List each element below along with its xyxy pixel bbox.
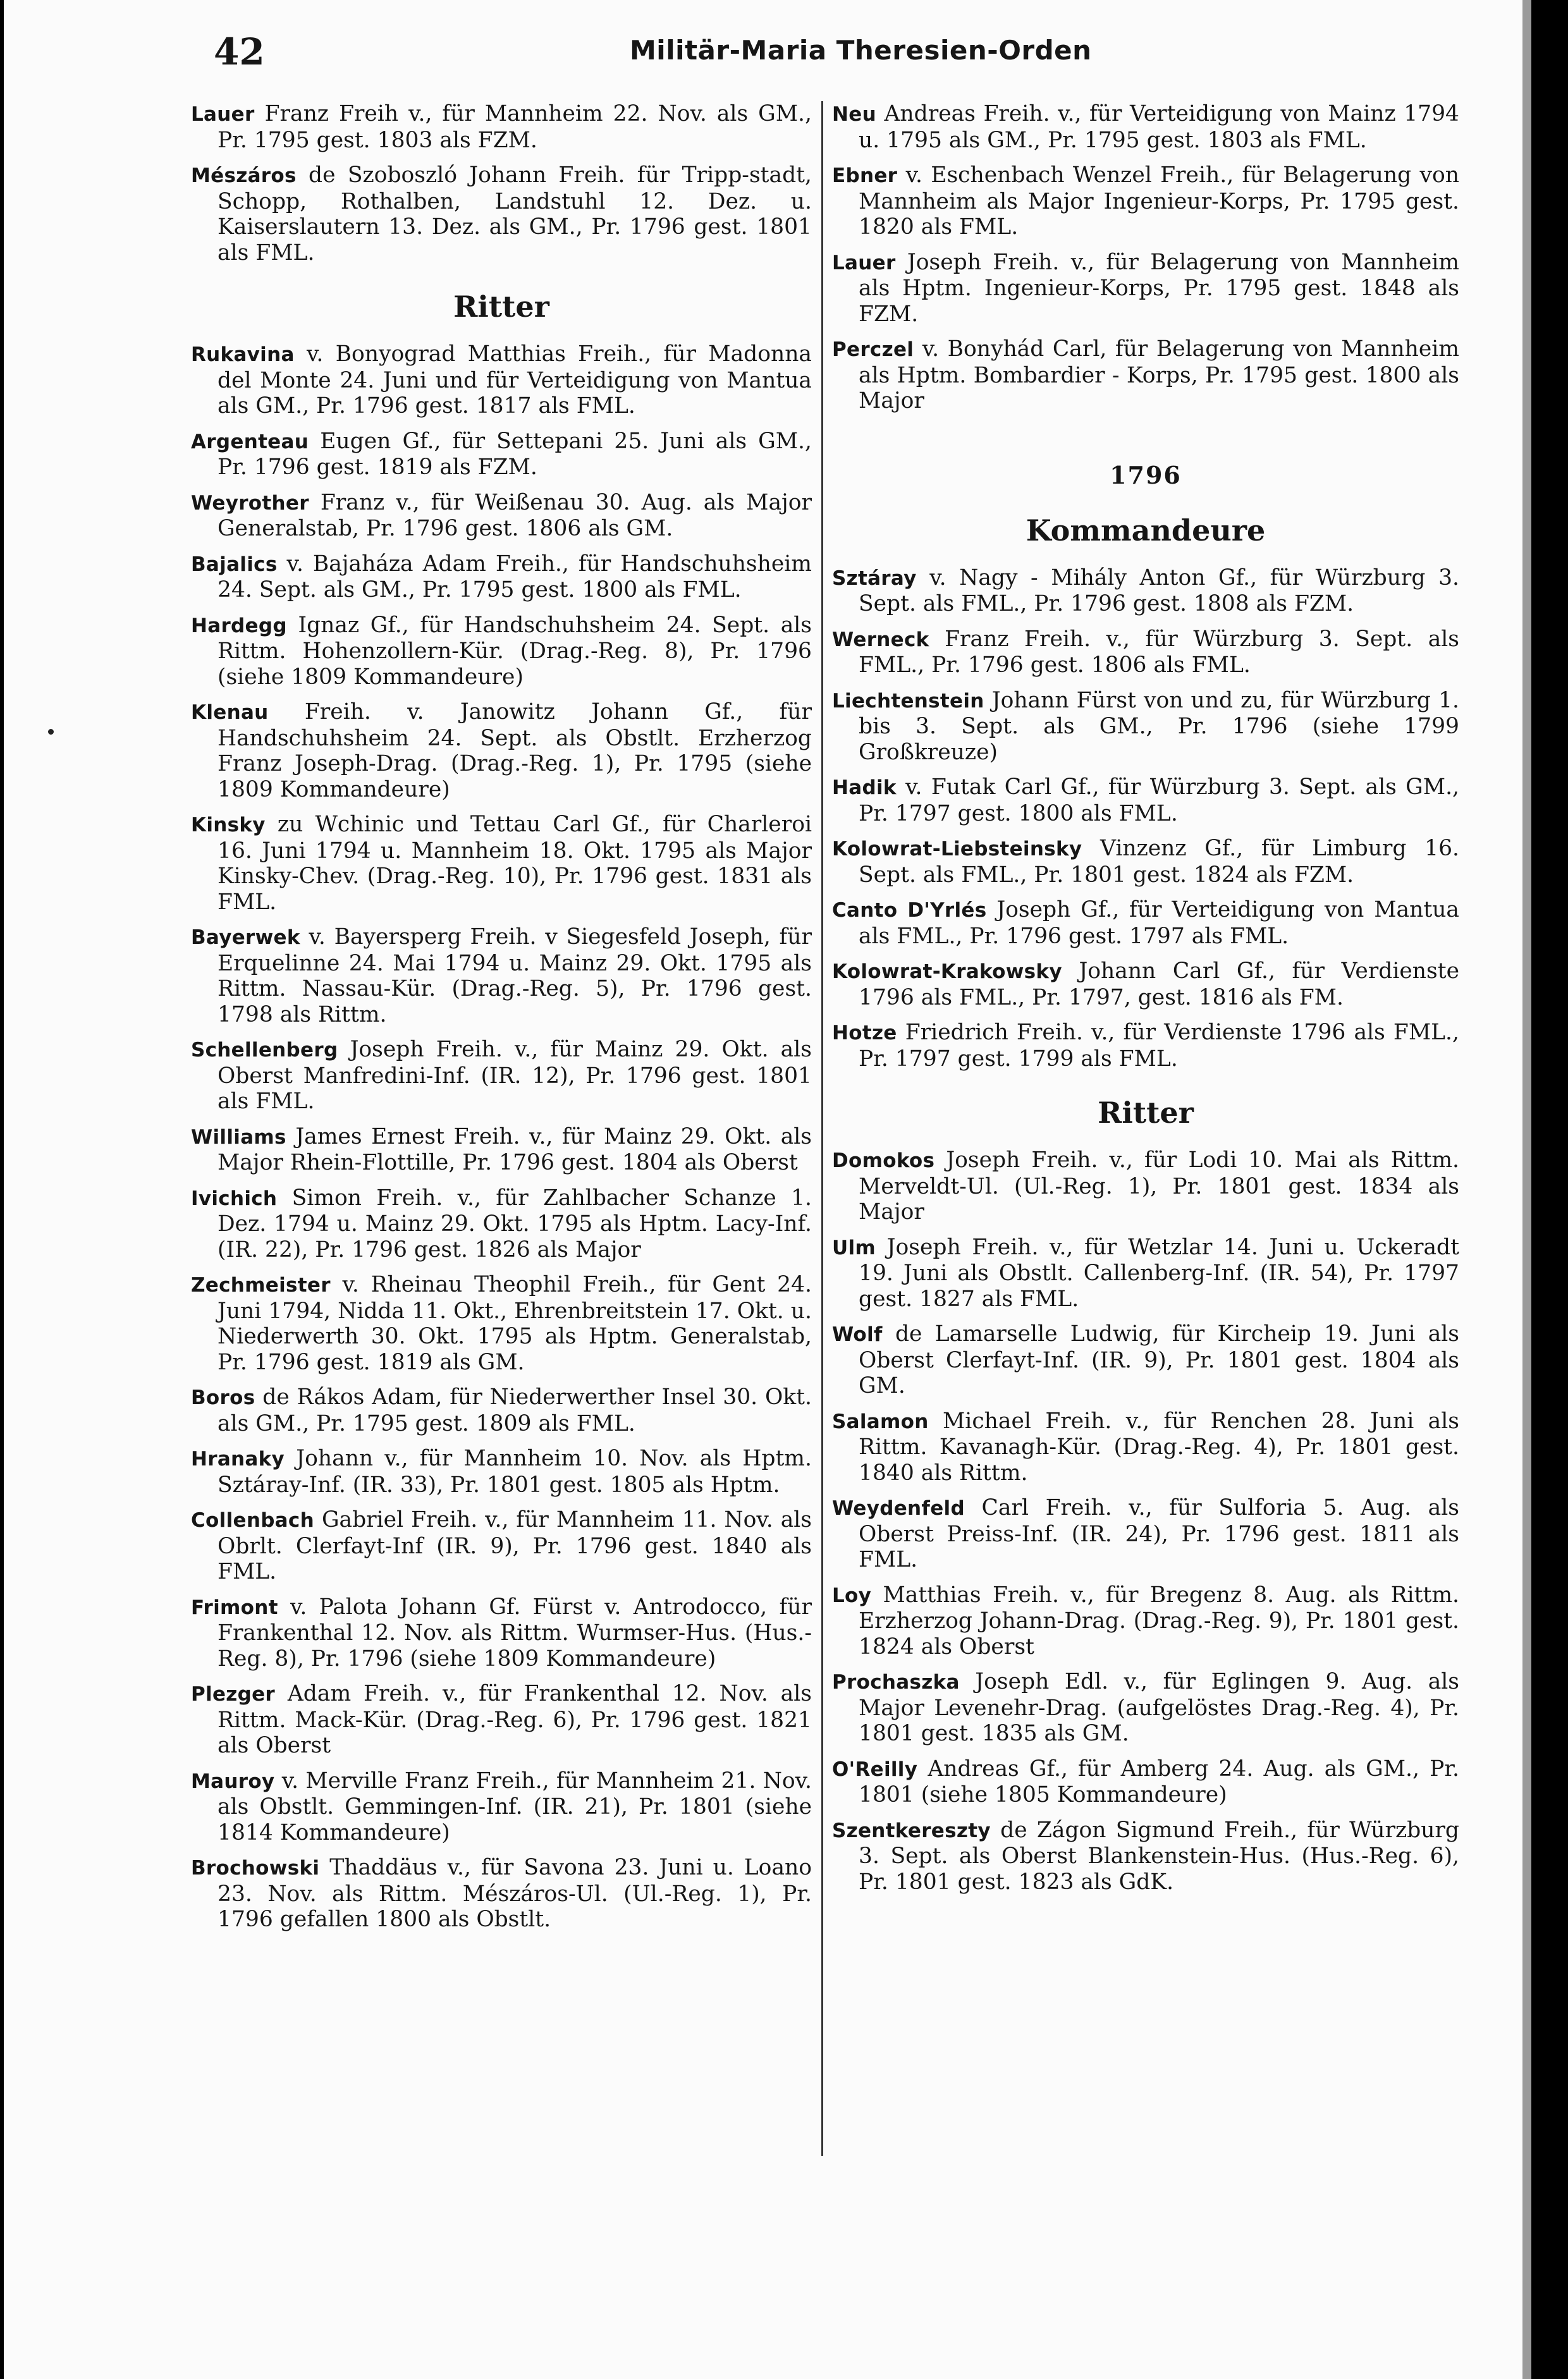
entry-text: Freih. v. Janowitz Johann Gf., für Handschuhsheim 24. Sept. als Obstlt. Erzherzog Franz Joseph-Drag. (Drag.-Reg. 1), Pr. 1795 (siehe 1809 Kommandeure) <box>217 699 812 802</box>
entry-name: Boros <box>191 1386 255 1409</box>
entry-name: Ulm <box>832 1236 876 1259</box>
entry-name: Rukavina <box>191 343 295 366</box>
entry-name: Argenteau <box>191 430 309 453</box>
entry-text: v. Eschenbach Wenzel Freih., für Belagerung von Mannheim als Major Ingenieur-Korps, Pr. 1795 gest. 1820 als FML. <box>859 162 1459 240</box>
entry <box>832 1020 1459 1072</box>
entry <box>191 924 812 1027</box>
entry-name: Szentkereszty <box>832 1819 991 1842</box>
entry-text: Franz v., für Weißenau 30. Aug. als Major Generalstab, Pr. 1796 gest. 1806 als GM. <box>217 489 812 541</box>
entry-text: v. Nagy - Mihály Anton Gf., für Würzburg 3. Sept. als FML., Pr. 1796 gest. 1808 als FZM. <box>859 565 1459 616</box>
entry-text: Vinzenz Gf., für Limburg 16. Sept. als FML., Pr. 1801 gest. 1824 als FZM. <box>859 836 1460 888</box>
entry-text: Carl Freih. v., für Sulforia 5. Aug. als Oberst Preiss-Inf. (IR. 24), Pr. 1796 gest. 1811 als FML. <box>859 1495 1459 1572</box>
entry-text: Simon Freih. v., für Zahlbacher Schanze 1. Dez. 1794 u. Mainz 29. Okt. 1795 als Hptm. Lacy-Inf. (IR. 22), Pr. 1796 gest. 1826 als Major <box>217 1185 812 1263</box>
entry <box>832 774 1459 826</box>
entry-text: v. Futak Carl Gf., für Würzburg 3. Sept. als GM., Pr. 1797 gest. 1800 als FML. <box>859 774 1460 826</box>
entry-text: Johann v., für Mannheim 10. Nov. als Hptm. Sztáray-Inf. (IR. 33), Pr. 1801 gest. 1805 als Hptm. <box>217 1446 812 1498</box>
entry-text: Adam Freih. v., für Frankenthal 12. Nov. als Rittm. Mack-Kür. (Drag.-Reg. 6), Pr. 1796 gest. 1821 als Oberst <box>217 1681 812 1758</box>
entry-text: de Zágon Sigmund Freih., für Würzburg 3. Sept. als Oberst Blankenstein-Hus. (Hus.-Reg. 6), Pr. 1801 gest. 1823 als GdK. <box>859 1817 1459 1895</box>
entry-text: Andreas Gf., für Amberg 24. Aug. als GM., Pr. 1801 (siehe 1805 Kommandeure) <box>859 1756 1459 1807</box>
entry <box>832 1495 1459 1573</box>
entry-text: zu Wchinic und Tettau Carl Gf., für Charleroi 16. Juni 1794 u. Mannheim 18. Okt. 1795 als Major Kinsky-Chev. (Drag.-Reg. 10), Pr. 1796 gest. 1831 als FML. <box>217 812 812 915</box>
entry <box>191 1681 812 1759</box>
entry <box>832 1818 1459 1895</box>
entry-name: Ivichich <box>191 1187 278 1210</box>
entry-name: Liechtenstein <box>832 689 984 712</box>
entry-name: Collenbach <box>191 1509 314 1532</box>
column-divider <box>821 101 823 2156</box>
entry-name: Werneck <box>832 628 929 651</box>
entry-name: Domokos <box>832 1149 935 1172</box>
entry-text: de Szoboszló Johann Freih. für Tripp-stadt, Schopp, Rothalben, Landstuhl 12. Dez. u. Kaiserslautern 13. Dez. als GM., Pr. 1796 gest. 1801 als FML. <box>217 162 812 266</box>
entry-name: Salamon <box>832 1410 929 1433</box>
entry-text: v. Bonyhád Carl, für Belagerung von Mannheim als Hptm. Bombardier - Korps, Pr. 1795 gest. 1800 als Major <box>859 336 1459 413</box>
entry <box>191 1185 812 1263</box>
entry-name: Kolowrat-Krakowsky <box>832 960 1062 983</box>
entry-name: Kolowrat-Liebsteinsky <box>832 838 1082 860</box>
entry-name: Loy <box>832 1584 872 1607</box>
entry-name: Kinsky <box>191 814 266 836</box>
entry-text: de Lamarselle Ludwig, für Kircheip 19. Juni als Oberst Clerfayt-Inf. (IR. 9), Pr. 1801 gest. 1804 als GM. <box>859 1321 1460 1398</box>
entry-name: Sztáray <box>832 566 917 590</box>
entry <box>832 250 1459 327</box>
right-column <box>832 101 1459 1904</box>
entry-text: Matthias Freih. v., für Bregenz 8. Aug. als Rittm. Erzherzog Johann-Drag. (Drag.-Reg. 9), Pr. 1801 gest. 1824 als Oberst <box>859 1582 1459 1660</box>
entry <box>191 699 812 802</box>
entry-text: Joseph Freih. v., für Mainz 29. Okt. als Oberst Manfredini-Inf. (IR. 12), Pr. 1796 gest. 1801 als FML. <box>217 1037 812 1114</box>
entry-text: v. Palota Johann Gf. Fürst v. Antrodocco, für Frankenthal 12. Nov. als Rittm. Wurmser-Hus. (Hus.-Reg. 8), Pr. 1796 (siehe 1809 Kommandeure) <box>217 1594 812 1672</box>
entry-name: Hotze <box>832 1022 897 1044</box>
entry-text: de Rákos Adam, für Niederwerther Insel 30. Okt. als GM., Pr. 1795 gest. 1809 als FML. <box>217 1385 812 1436</box>
entry <box>191 101 812 153</box>
entry-text: Joseph Gf., für Verteidigung von Mantua als FML., Pr. 1796 gest. 1797 als FML. <box>859 897 1459 949</box>
year-heading: 1796 <box>1110 460 1182 489</box>
entry-text: Thaddäus v., für Savona 23. Juni u. Loano 23. Nov. als Rittm. Mészáros-Ul. (Ul.-Reg. 1), Pr. 1796 gefallen 1800 als Obstlt. <box>217 1855 812 1932</box>
book-page <box>4 0 1522 2379</box>
entry-name: Brochowski <box>191 1857 320 1880</box>
entry-text: Andreas Freih. v., für Verteidigung von Mainz 1794 u. 1795 als GM., Pr. 1795 gest. 1803 als FML. <box>859 101 1459 153</box>
section-heading: Ritter <box>1098 1096 1194 1130</box>
entry-name: O'Reilly <box>832 1758 918 1781</box>
entry <box>191 429 812 480</box>
entry <box>832 688 1459 766</box>
entry-name: Zechmeister <box>191 1274 331 1297</box>
entry <box>191 162 812 266</box>
entry-text: Joseph Freih. v., für Lodi 10. Mai als Rittm. Merveldt-Ul. (Ul.-Reg. 1), Pr. 1801 gest. 1834 als Major <box>859 1147 1459 1225</box>
entry-name: Weyrother <box>191 491 309 515</box>
entry-text: v. Rheinau Theophil Freih., für Gent 24. Juni 1794, Nidda 11. Okt., Ehrenbreitstein 17. Okt. u. Niederwerth 30. Okt. 1795 als Hptm. Generalstab, Pr. 1796 gest. 1819 als GM. <box>217 1272 812 1375</box>
entry-text: Joseph Freih. v., für Wetzlar 14. Juni u. Uckeradt 19. Juni als Obstlt. Callenberg-Inf. (IR. 54), Pr. 1797 gest. 1827 als FML. <box>859 1234 1460 1312</box>
entry <box>832 336 1459 414</box>
entry <box>191 1768 812 1846</box>
entry-name: Weydenfeld <box>832 1497 965 1520</box>
entry <box>191 551 812 603</box>
running-title: Militär-Maria Theresien-Orden <box>630 35 1092 66</box>
entry-name: Perczel <box>832 338 914 361</box>
entry-name: Klenau <box>191 701 269 724</box>
entry-name: Hardegg <box>191 614 287 637</box>
entry <box>832 627 1459 678</box>
entry <box>191 1272 812 1375</box>
entry <box>832 1235 1459 1312</box>
entry <box>832 101 1459 153</box>
entry <box>832 1582 1459 1660</box>
entry-name: Plezger <box>191 1683 276 1706</box>
entry <box>832 162 1459 240</box>
entry <box>191 1446 812 1498</box>
left-column <box>191 101 812 1942</box>
entry <box>832 1147 1459 1225</box>
entry-name: Hranaky <box>191 1448 285 1471</box>
entry-name: Williams <box>191 1125 286 1149</box>
entry-text: Franz Freih. v., für Würzburg 3. Sept. als FML., Pr. 1796 gest. 1806 als FML. <box>859 626 1459 678</box>
entry-name: Mészáros <box>191 164 297 187</box>
entry-text: v. Bonyograd Matthias Freih., für Madonna del Monte 24. Juni und für Verteidigung von Mantua als GM., Pr. 1796 gest. 1817 als FML. <box>217 341 812 419</box>
entry-name: Lauer <box>191 103 255 126</box>
entry <box>191 490 812 542</box>
entry-text: Eugen Gf., für Settepani 25. Juni als GM., Pr. 1796 gest. 1819 als FZM. <box>217 428 812 480</box>
entry-text: James Ernest Freih. v., für Mainz 29. Okt. als Major Rhein-Flottille, Pr. 1796 gest. 1804 als Oberst <box>217 1123 812 1175</box>
entry-name: Ebner <box>832 164 898 187</box>
margin-dot <box>48 729 54 735</box>
entry-name: Schellenberg <box>191 1039 338 1061</box>
entry <box>832 1409 1459 1486</box>
entry <box>191 1507 812 1585</box>
entry-text: v. Bayersperg Freih. v Siegesfeld Joseph, für Erquelinne 24. Mai 1794 u. Mainz 29. Okt. 1795 als Rittm. Nassau-Kür. (Drag.-Reg. 5), Pr. 1796 gest. 1798 als Rittm. <box>217 924 812 1027</box>
entry-name: Hadik <box>832 776 897 799</box>
entry <box>832 836 1459 888</box>
entry-name: Lauer <box>832 251 896 274</box>
entry <box>832 958 1459 1010</box>
page-edge <box>1522 0 1531 2379</box>
entry-name: Canto D'Yrlés <box>832 899 987 922</box>
entry <box>191 812 812 915</box>
entry-name: Mauroy <box>191 1770 275 1793</box>
entry-text: v. Merville Franz Freih., für Mannheim 21. Nov. als Obstlt. Gemmingen-Inf. (IR. 21), Pr. 1801 (siehe 1814 Kommandeure) <box>217 1768 812 1845</box>
entry <box>191 1594 812 1672</box>
entry-text: Franz Freih v., für Mannheim 22. Nov. als GM., Pr. 1795 gest. 1803 als FZM. <box>217 101 812 153</box>
entry-text: Michael Freih. v., für Renchen 28. Juni als Rittm. Kavanagh-Kür. (Drag.-Reg. 4), Pr. 1801 gest. 1840 als Rittm. <box>859 1408 1459 1486</box>
entry <box>832 565 1459 617</box>
entry <box>191 1124 812 1176</box>
entry-text: Friedrich Freih. v., für Verdienste 1796 als FML., Pr. 1797 gest. 1799 als FML. <box>859 1020 1459 1072</box>
entry <box>191 1037 812 1115</box>
entry-name: Neu <box>832 103 876 126</box>
entry <box>832 1321 1459 1399</box>
entry <box>191 613 812 690</box>
entry-text: Johann Carl Gf., für Verdienste 1796 als FML., Pr. 1797, gest. 1816 als FM. <box>859 958 1459 1010</box>
entry-name: Frimont <box>191 1596 278 1619</box>
entry-text: v. Bajaháza Adam Freih., für Handschuhsheim 24. Sept. als GM., Pr. 1795 gest. 1800 als FML. <box>217 551 812 602</box>
page-number: 42 <box>214 30 265 73</box>
section-heading: Ritter <box>453 290 549 324</box>
entry-text: Joseph Edl. v., für Eglingen 9. Aug. als Major Levenehr-Drag. (aufgelöstes Drag.-Reg. 4), Pr. 1801 gest. 1835 als GM. <box>859 1669 1459 1746</box>
entry-name: Prochaszka <box>832 1671 960 1694</box>
entry-text: Ignaz Gf., für Handschuhsheim 24. Sept. als Rittm. Hohenzollern-Kür. (Drag.-Reg. 8), Pr. 1796 (siehe 1809 Kommandeure) <box>217 612 812 690</box>
entry <box>832 1669 1459 1747</box>
entry-text: Joseph Freih. v., für Belagerung von Mannheim als Hptm. Ingenieur-Korps, Pr. 1795 gest. 1848 als FZM. <box>859 249 1460 327</box>
section-heading: Kommandeure <box>1026 513 1266 547</box>
entry <box>191 1855 812 1933</box>
entry-name: Bajalics <box>191 553 278 576</box>
entry-name: Wolf <box>832 1323 883 1346</box>
entry <box>191 341 812 419</box>
entry-text: Gabriel Freih. v., für Mannheim 11. Nov. als Obrlt. Clerfayt-Inf (IR. 9), Pr. 1796 gest. 1840 als FML. <box>217 1507 812 1584</box>
entry <box>832 897 1459 949</box>
entry <box>191 1385 812 1436</box>
entry <box>832 1756 1459 1808</box>
entry-text: Johann Fürst von und zu, für Würzburg 1. bis 3. Sept. als GM., Pr. 1796 (siehe 1799 Großkreuze) <box>859 687 1459 765</box>
entry-name: Bayerwek <box>191 926 300 949</box>
